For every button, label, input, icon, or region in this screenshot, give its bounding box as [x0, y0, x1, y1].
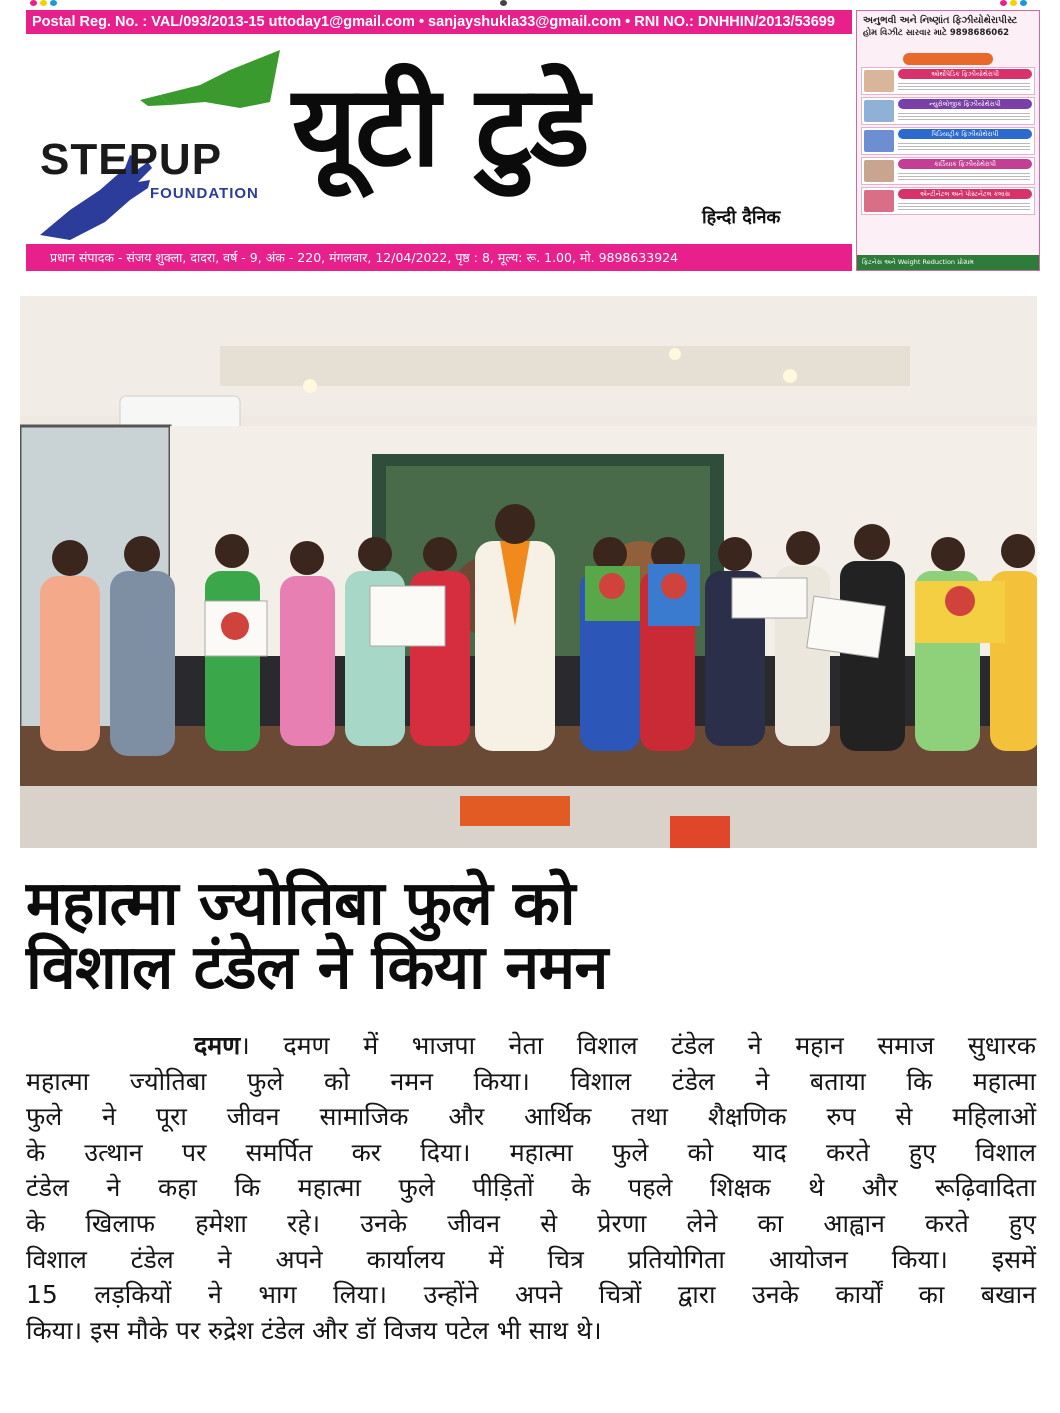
- newspaper-subtitle: हिन्दी दैनिक: [702, 207, 781, 228]
- ad-footer: ફિટનેસ અને Weight Reduction પ્રોગ્રામ: [857, 255, 1039, 270]
- ad-badge: [903, 53, 993, 65]
- ad-section-title: એન્ટીનેટલ અને પોસ્ટનેટલ કલાસ: [898, 189, 1032, 199]
- ad-fineprint: [857, 40, 1039, 51]
- ad-section-image: [864, 190, 894, 212]
- body-line-text: । दमण में भाजपा नेता विशाल टंडेल ने महान समाज सुधारक: [240, 1031, 1036, 1060]
- ad-section-title: ન્યુરોલોજીક ફિઝીયોથેરાપી: [898, 99, 1032, 109]
- stepup-foundation-logo: [30, 50, 280, 240]
- body-line: महात्मा ज्योतिबा फुले को नमन किया। विशाल टंडेल ने बताया कि महात्मा: [26, 1066, 1036, 1096]
- body-line: 15 लड़कियों ने भाग लिया। उन्होंने अपने चित्रों द्वारा उनके कार्यों का बखान: [26, 1280, 1036, 1310]
- ad-section-title: પિડિયાટ્રીક ફિઝીયોથેરાપી: [898, 129, 1032, 139]
- body-line: किया। इस मौके पर रुद्रेश टंडेल और डॉ विजय पटेल भी साथ थे।: [26, 1315, 602, 1345]
- ad-section: [861, 157, 1035, 185]
- group-photo-illustration: [20, 296, 1037, 848]
- article-dateline: दमण: [193, 1031, 241, 1060]
- ad-heading: અનુભવી અને નિષ્ણાંત ફિઝીયોથેરાપીસ્ટ: [863, 15, 1018, 26]
- body-line: विशाल टंडेल ने अपने कार्यालय में चित्र प्रतियोगिता आयोजन किया। इसमें: [26, 1244, 1036, 1274]
- ad-phone-line: હોમ વિઝીટ સારવાર માટે 9898686062: [863, 28, 1010, 38]
- body-line: [26, 1028, 1036, 1064]
- ad-section-image: [864, 160, 894, 182]
- print-registration-strip: [0, 0, 1060, 8]
- ad-section-image: [864, 100, 894, 122]
- logo-wordmark: STEPUP: [40, 135, 223, 184]
- body-line: के खिलाफ हमेशा रहे। उनके जीवन से प्रेरणा लेने का आह्वान करते हुए: [26, 1208, 1036, 1238]
- logo-subtext: FOUNDATION: [150, 185, 259, 202]
- body-line: टंडेल ने कहा कि महात्मा फुले पीड़ितों के पहले शिक्षक थे और रूढ़िवादिता: [26, 1173, 1036, 1203]
- newspaper-title: यूटी टुडे: [292, 62, 588, 192]
- ad-section: [861, 127, 1035, 155]
- ad-section-image: [864, 130, 894, 152]
- body-line: फुले ने पूरा जीवन सामाजिक और आर्थिक तथा शैक्षणिक रुप से महिलाओं: [26, 1102, 1036, 1132]
- editor-info-bar: प्रधान संपादक - संजय शुक्ला, दादरा, वर्ष - 9, अंक - 220, मंगलवार, 12/04/2022, पृष्ठ : 8, मूल्य: रू. 1.00, मो. 9898633924: [26, 244, 852, 271]
- headline-line: महात्मा ज्योतिबा फुले को: [26, 868, 576, 939]
- ad-section-image: [864, 70, 894, 92]
- ad-section-title: કાર્ડિયાક ફિઝીયોથેરાપી: [898, 159, 1032, 169]
- physiotherapy-advertisement: [856, 10, 1040, 271]
- article-body: [26, 1028, 1036, 1348]
- news-photo: [20, 296, 1037, 848]
- ad-section: [861, 67, 1035, 95]
- ad-section: [861, 97, 1035, 125]
- ad-section-title: ઓર્થોપેડિક ફિઝીયોથેરાપી: [898, 69, 1032, 79]
- headline-line: विशाल टंडेल ने किया नमन: [26, 932, 608, 1003]
- postal-registration-bar: Postal Reg. No. : VAL/093/2013-15 uttoday1@gmail.com • sanjayshukla33@gmail.com • RNI NO.: DNHHIN/2013/53699: [26, 10, 852, 34]
- ad-section: [861, 187, 1035, 215]
- article-headline: [26, 868, 1036, 1003]
- body-line: के उत्थान पर समर्पित कर दिया। महात्मा फुले को याद करते हुए विशाल: [26, 1137, 1036, 1167]
